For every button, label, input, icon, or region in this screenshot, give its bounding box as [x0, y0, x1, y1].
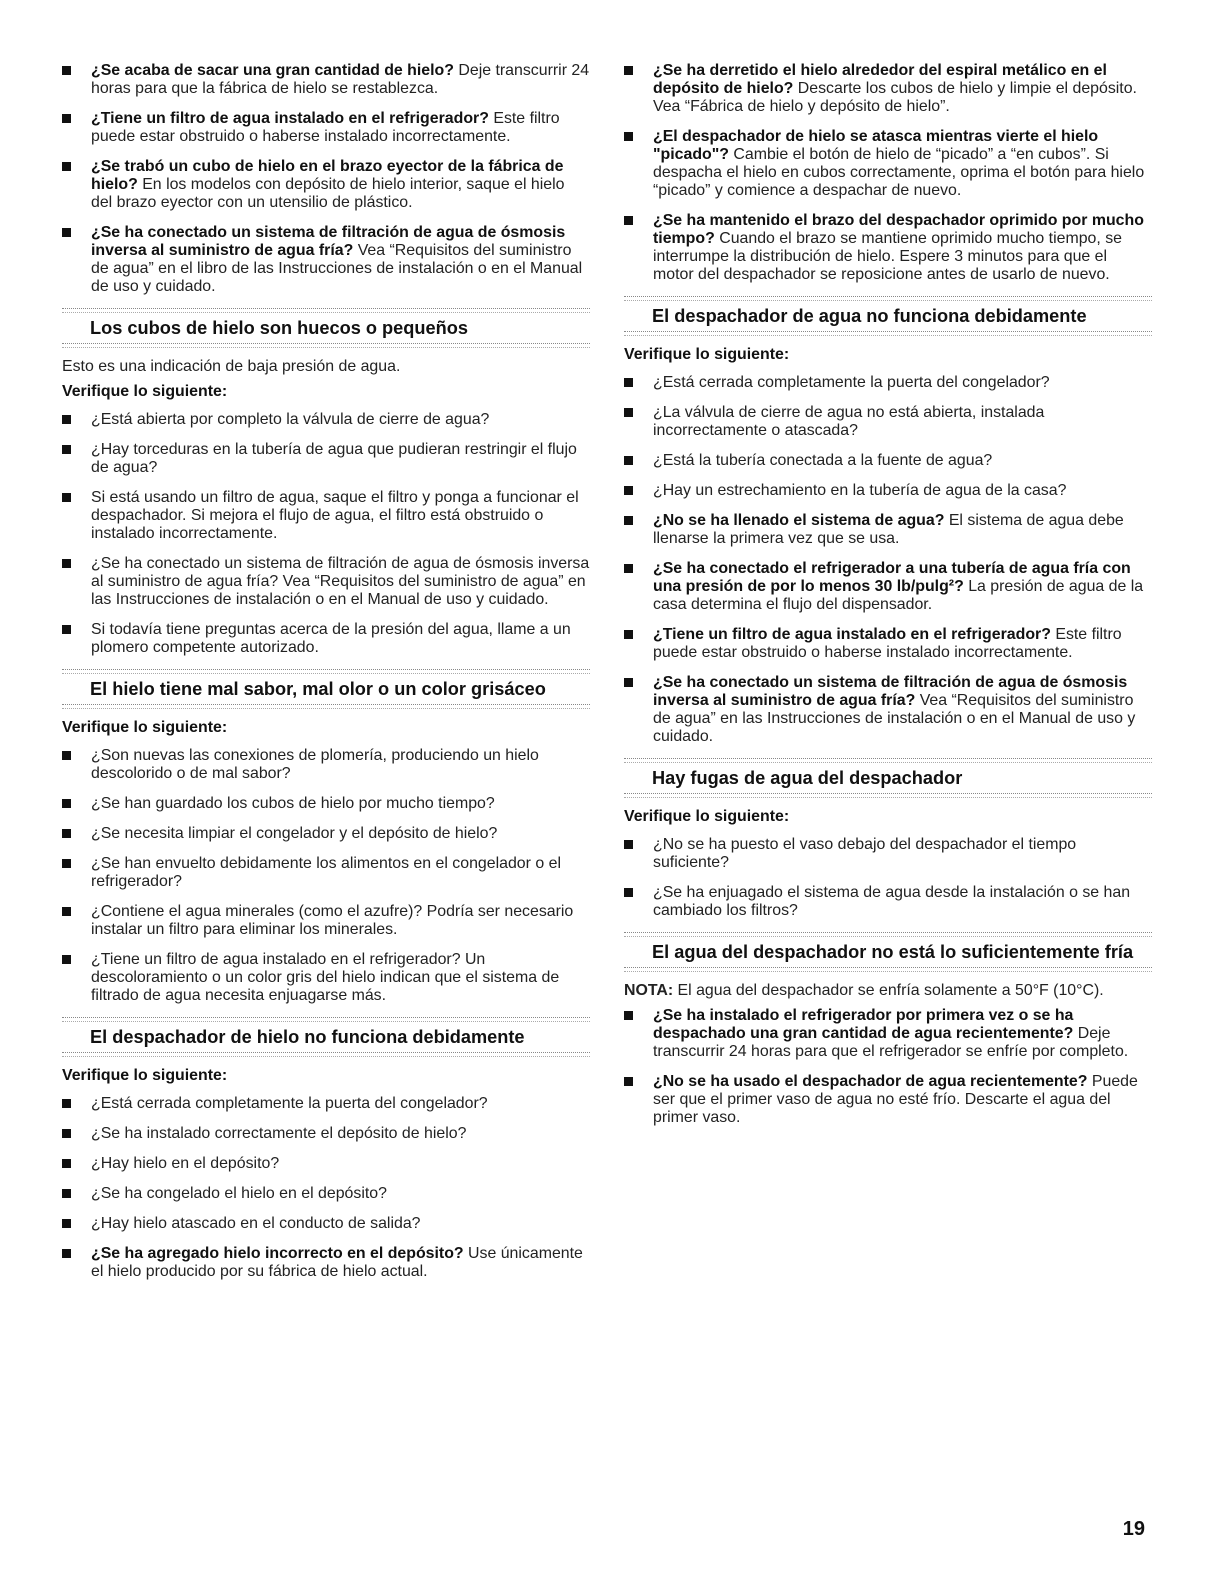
section-heading	[62, 1017, 590, 1057]
bullet-icon	[624, 132, 633, 141]
list-item: ¿Hay un estrechamiento en la tubería de agua de la casa?	[624, 482, 1152, 500]
list-item: ¿Se ha enjuagado el sistema de agua desde la instalación o se han cambiado los filtros?	[624, 884, 1152, 920]
list-item: ¿No se ha llenado el sistema de agua? El sistema de agua debe llenarse la primera vez que se usa.	[624, 512, 1152, 548]
list-item: ¿Tiene un filtro de agua instalado en el refrigerador? Este filtro puede estar obstruido o haberse instalado incorrectamente.	[624, 626, 1152, 662]
bullet-icon	[624, 516, 633, 525]
divider	[62, 704, 590, 709]
list-item: ¿Se ha conectado el refrigerador a una tubería de agua fría con una presión de por lo menos 30 lb/pulg²? La presión de agua de la casa determina el flujo del dispensador.	[624, 560, 1152, 614]
list-item: ¿Tiene un filtro de agua instalado en el refrigerador? Este filtro puede estar obstruido o haberse instalado incorrectamente.	[62, 110, 590, 146]
verify-label: Verifique lo siguiente:	[62, 719, 228, 736]
divider	[62, 1052, 590, 1057]
bullet-icon	[624, 486, 633, 495]
list-item: ¿Se ha instalado el refrigerador por primera vez o se ha despachado una gran cantidad de agua recientemente? Deje transcurrir 24 horas para que el refrigerador se enfríe por completo.	[624, 1007, 1152, 1061]
divider	[62, 343, 590, 348]
list-item: ¿Son nuevas las conexiones de plomería, produciendo un hielo descolorido o de mal sabor?	[62, 747, 590, 783]
bullet-icon	[62, 955, 71, 964]
divider	[624, 793, 1152, 798]
bullet-icon	[62, 493, 71, 502]
bullet-icon	[62, 1099, 71, 1108]
list-item: ¿No se ha puesto el vaso debajo del despachador el tiempo suficiente?	[624, 836, 1152, 872]
list-item: ¿Contiene el agua minerales (como el azufre)? Podría ser necesario instalar un filtro para eliminar los minerales.	[62, 903, 590, 939]
bullet-icon	[624, 216, 633, 225]
bullet-icon	[62, 859, 71, 868]
list-item: ¿Está la tubería conectada a la fuente de agua?	[624, 452, 1152, 470]
bullet-icon	[62, 66, 71, 75]
bullet-icon	[62, 445, 71, 454]
page-number: 19	[1122, 1518, 1145, 1540]
bullet-icon	[62, 1189, 71, 1198]
section-title: El despachador de hielo no funciona debidamente	[90, 1027, 525, 1047]
list-item: ¿Se han guardado los cubos de hielo por mucho tiempo?	[62, 795, 590, 813]
list-item: ¿Está abierta por completo la válvula de cierre de agua?	[62, 411, 590, 429]
section-heading	[62, 669, 590, 709]
bullet-icon	[624, 1011, 633, 1020]
list-item: ¿Se ha conectado un sistema de filtración de agua de ósmosis inversa al suministro de agua fría? Vea “Requisitos del suministro de agua” en el libro de las Instrucciones de instalación o en el Manual de uso y cuidado.	[62, 224, 590, 296]
list-item: ¿Tiene un filtro de agua instalado en el refrigerador? Un descoloramiento o un color gris del hielo indican que el sistema de filtrado de agua necesita enjuagarse más.	[62, 951, 590, 1005]
bullet-icon	[624, 564, 633, 573]
verify-label: Verifique lo siguiente:	[62, 1067, 228, 1084]
bullet-icon	[62, 829, 71, 838]
right-column	[624, 62, 1152, 1139]
list-item: ¿El despachador de hielo se atasca mientras vierte el hielo "picado"? Cambie el botón de hielo de “picado” a “en cubos”. Si despacha el hielo en cubos correctamente, oprima el botón para hielo “picado” y comience a despachar de nuevo.	[624, 128, 1152, 200]
section-title: El despachador de agua no funciona debidamente	[652, 306, 1087, 326]
bullet-icon	[624, 840, 633, 849]
list-item: ¿Hay hielo en el depósito?	[62, 1155, 590, 1173]
bullet-icon	[62, 625, 71, 634]
list-item: ¿Se trabó un cubo de hielo en el brazo eyector de la fábrica de hielo? En los modelos con depósito de hielo interior, saque el hielo del brazo eyector con un utensilio de plástico.	[62, 158, 590, 212]
list-item: ¿Se han envuelto debidamente los alimentos en el congelador o el refrigerador?	[62, 855, 590, 891]
list-item: ¿Se necesita limpiar el congelador y el depósito de hielo?	[62, 825, 590, 843]
divider	[624, 331, 1152, 336]
note-text: NOTA: El agua del despachador se enfría solamente a 50°F (10°C).	[624, 982, 1104, 999]
bullet-icon	[62, 1159, 71, 1168]
intro-text: Esto es una indicación de baja presión de agua.	[62, 358, 401, 375]
bullet-icon	[62, 162, 71, 171]
list-item: Si está usando un filtro de agua, saque el filtro y ponga a funcionar el despachador. Si mejora el flujo de agua, el filtro está obstruido o instalado incorrectamente.	[62, 489, 590, 543]
section-heading	[624, 296, 1152, 336]
list-item: ¿Se ha conectado un sistema de filtración de agua de ósmosis inversa al suministro de agua fría? Vea “Requisitos del suministro de agua” en las Instrucciones de instalación o en el Manual de uso y cuidado.	[62, 555, 590, 609]
section-heading	[624, 758, 1152, 798]
left-column	[62, 62, 590, 1293]
list-item: ¿Se ha agregado hielo incorrecto en el depósito? Use únicamente el hielo producido por su fábrica de hielo actual.	[62, 1245, 590, 1281]
list-item: ¿Se ha mantenido el brazo del despachador oprimido por mucho tiempo? Cuando el brazo se mantiene oprimido mucho tiempo, se interrumpe la distribución de hielo. Espere 3 minutos para que el motor del despachador se reposicione antes de usarlo de nuevo.	[624, 212, 1152, 284]
list-item: ¿Se ha conectado un sistema de filtración de agua de ósmosis inversa al suministro de agua fría? Vea “Requisitos del suministro de agua” en las Instrucciones de instalación o en el Manual de uso y cuidado.	[624, 674, 1152, 746]
bullet-icon	[624, 630, 633, 639]
bullet-icon	[62, 1129, 71, 1138]
bullet-icon	[624, 408, 633, 417]
list-item: ¿Se acaba de sacar una gran cantidad de hielo? Deje transcurrir 24 horas para que la fábrica de hielo se restablezca.	[62, 62, 590, 98]
bullet-icon	[624, 456, 633, 465]
divider	[624, 967, 1152, 972]
verify-label: Verifique lo siguiente:	[624, 808, 790, 825]
list-item: ¿La válvula de cierre de agua no está abierta, instalada incorrectamente o atascada?	[624, 404, 1152, 440]
section-title: Los cubos de hielo son huecos o pequeños	[90, 318, 468, 338]
verify-label: Verifique lo siguiente:	[624, 346, 790, 363]
note-label: NOTA:	[624, 982, 674, 999]
bullet-icon	[62, 228, 71, 237]
list-item: ¿Está cerrada completamente la puerta del congelador?	[62, 1095, 590, 1113]
section-title: El agua del despachador no está lo suficientemente fría	[652, 942, 1134, 962]
list-item: Si todavía tiene preguntas acerca de la presión del agua, llame a un plomero competente autorizado.	[62, 621, 590, 657]
bullet-icon	[624, 378, 633, 387]
verify-label: Verifique lo siguiente:	[62, 383, 228, 400]
section-title: El hielo tiene mal sabor, mal olor o un color grisáceo	[90, 679, 546, 699]
bullet-icon	[62, 907, 71, 916]
bullet-icon	[624, 1077, 633, 1086]
bullet-icon	[62, 114, 71, 123]
bullet-icon	[62, 415, 71, 424]
bullet-icon	[62, 1249, 71, 1258]
section-heading	[624, 932, 1152, 972]
section-title: Hay fugas de agua del despachador	[652, 768, 963, 788]
bullet-icon	[62, 751, 71, 760]
list-item: ¿Se ha instalado correctamente el depósito de hielo?	[62, 1125, 590, 1143]
list-item: ¿Se ha congelado el hielo en el depósito?	[62, 1185, 590, 1203]
bullet-icon	[624, 678, 633, 687]
bullet-icon	[62, 559, 71, 568]
list-item: ¿Hay hielo atascado en el conducto de salida?	[62, 1215, 590, 1233]
list-item: ¿Está cerrada completamente la puerta del congelador?	[624, 374, 1152, 392]
bullet-icon	[62, 1219, 71, 1228]
section-heading	[62, 308, 590, 348]
list-item: ¿Hay torceduras en la tubería de agua que pudieran restringir el flujo de agua?	[62, 441, 590, 477]
bullet-icon	[624, 888, 633, 897]
list-item: ¿Se ha derretido el hielo alrededor del espiral metálico en el depósito de hielo? Descarte los cubos de hielo y limpie el depósito. Vea “Fábrica de hielo y depósito de hielo”.	[624, 62, 1152, 116]
bullet-icon	[624, 66, 633, 75]
list-item: ¿No se ha usado el despachador de agua recientemente? Puede ser que el primer vaso de agua no esté frío. Descarte el agua del primer vaso.	[624, 1073, 1152, 1127]
bullet-icon	[62, 799, 71, 808]
